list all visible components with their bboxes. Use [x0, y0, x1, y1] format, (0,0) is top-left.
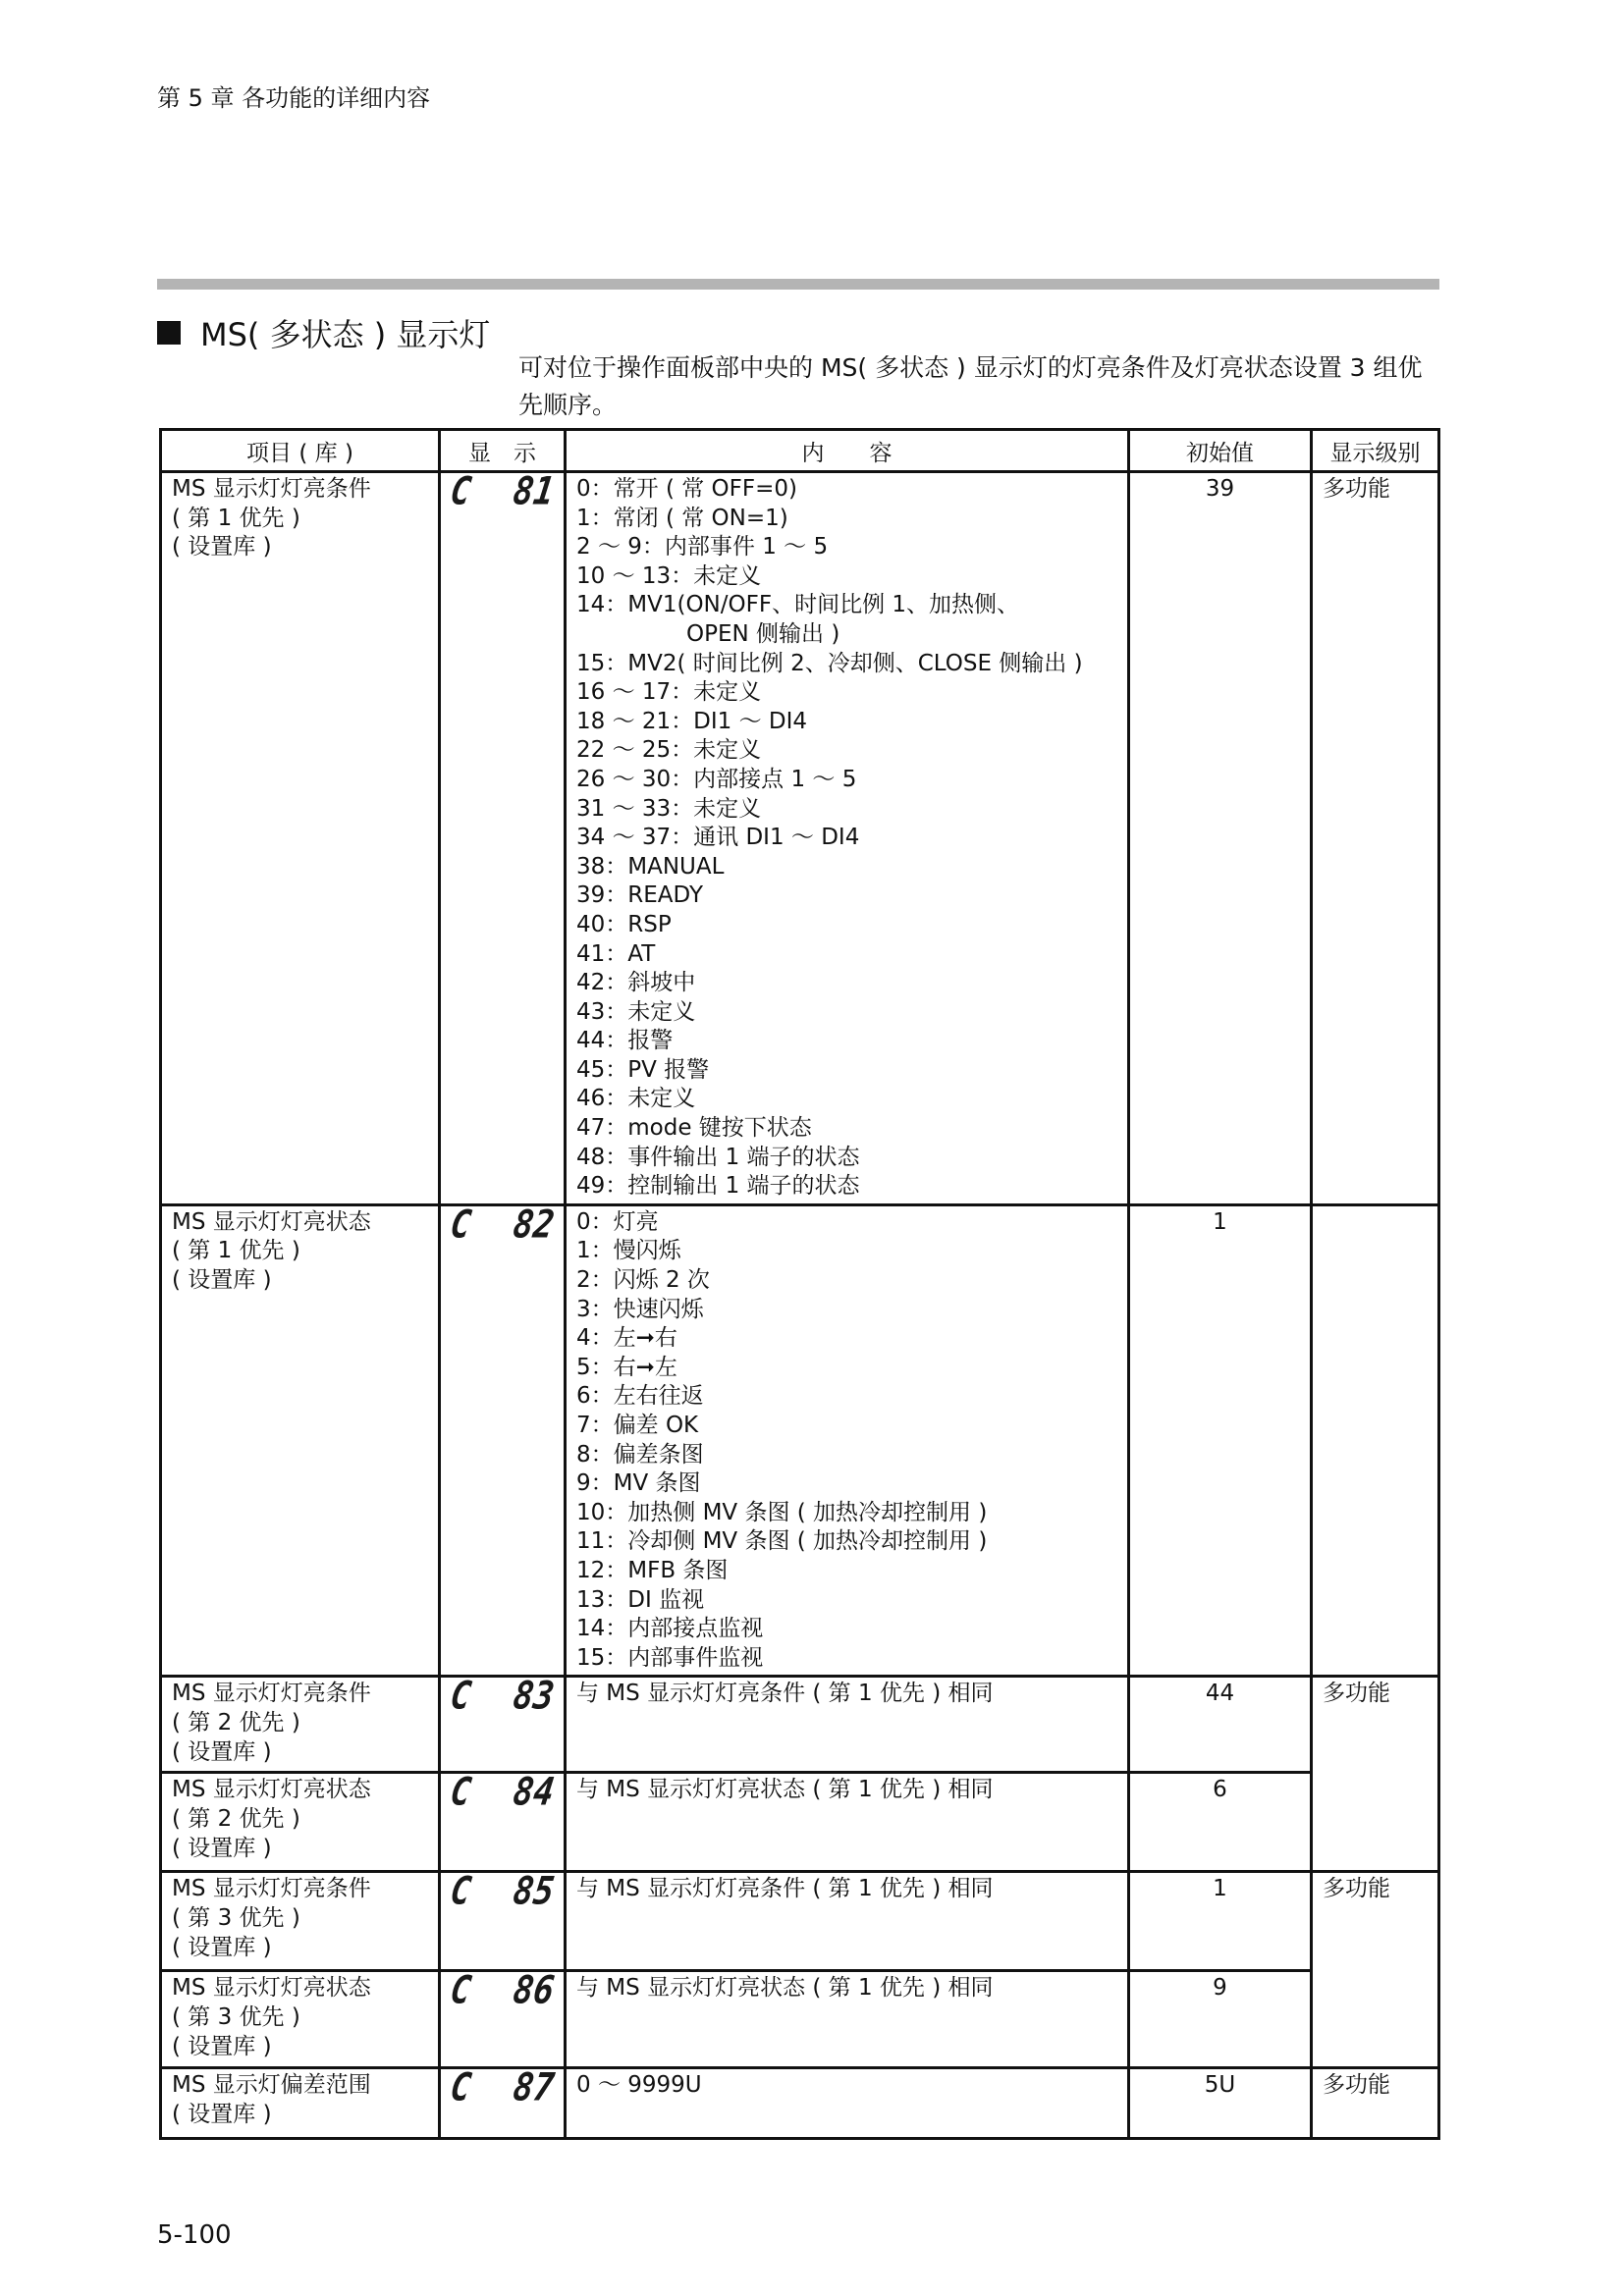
lcd-letter: C: [447, 1674, 474, 1720]
table-row: [161, 1677, 1439, 1773]
content-cell: [566, 1204, 1129, 1677]
content-line: 13：DI 监视: [576, 1586, 705, 1613]
lcd-digits: 83: [510, 1674, 558, 1720]
display-level: [1312, 1204, 1439, 1677]
lcd-code: [447, 469, 558, 514]
page-number: 5-100: [157, 2220, 232, 2250]
item-priority: ( 第 2 优先 ): [172, 1805, 300, 1832]
item-cell: [161, 1773, 440, 1872]
lcd-digits: 87: [510, 2065, 558, 2111]
content-cell: [566, 1773, 1129, 1872]
display-cell: [440, 2065, 566, 2139]
content-line: 10 ～ 13：未定义: [576, 562, 762, 589]
content-line: 0：常开 ( 常 OFF=0): [576, 476, 797, 502]
lcd-digits: 81: [510, 469, 558, 514]
initial-value: 39: [1129, 472, 1312, 1205]
item-cell: [161, 1677, 440, 1773]
content-line: 1：慢闪烁: [576, 1238, 681, 1264]
table-row: [161, 472, 1439, 1205]
display-level: 多功能: [1312, 1872, 1439, 2068]
display-cell: [440, 469, 566, 1205]
content-cell: [566, 1677, 1129, 1773]
initial-value: 1: [1129, 1872, 1312, 1971]
item-cell: [161, 1872, 440, 1971]
content-cell: [566, 2068, 1129, 2139]
item-name: MS 显示灯灯亮条件: [172, 476, 371, 502]
item-name: MS 显示灯偏差范围: [172, 2072, 371, 2099]
content-line: 1：常闭 ( 常 ON=1): [576, 505, 788, 531]
item-priority: ( 第 3 优先 ): [172, 2003, 300, 2030]
content-line: 3：快速闪烁: [576, 1296, 704, 1322]
content-line: 4：左➞右: [576, 1325, 677, 1352]
lcd-digits: 84: [510, 1770, 558, 1816]
content-line: 18 ～ 21：DI1 ～ DI4: [576, 708, 808, 734]
content-cell: [566, 472, 1129, 1205]
content-line: 2：闪烁 2 次: [576, 1267, 710, 1294]
item-bank: ( 设置库 ): [172, 2101, 272, 2127]
content-cell: [566, 1872, 1129, 1971]
content-line: 40：RSP: [576, 911, 672, 937]
item-priority: ( 第 1 优先 ): [172, 1238, 300, 1264]
item-name: MS 显示灯灯亮条件: [172, 1876, 371, 1902]
display-level: 多功能: [1312, 472, 1439, 1205]
content-line: 31 ～ 33：未定义: [576, 795, 762, 822]
content-line: 与 MS 显示灯灯亮条件 ( 第 1 优先 ) 相同: [576, 1876, 994, 1902]
content-line: 9：MV 条图: [576, 1470, 701, 1497]
content-line: 7：偏差 OK: [576, 1413, 699, 1438]
lcd-code: [447, 1770, 558, 1816]
item-name: MS 显示灯灯亮条件: [172, 1681, 371, 1707]
content-line: 与 MS 显示灯灯亮状态 ( 第 1 优先 ) 相同: [576, 1975, 994, 2002]
item-cell: [161, 1971, 440, 2068]
content-line: 45：PV 报警: [576, 1056, 710, 1083]
lcd-code: [447, 1968, 558, 2014]
content-line: 43：未定义: [576, 998, 696, 1025]
content-line: 14：内部接点监视: [576, 1616, 764, 1642]
table-row: [161, 1971, 1439, 2068]
lcd-letter: C: [447, 2065, 474, 2111]
initial-value: 5U: [1129, 2068, 1312, 2139]
item-name: MS 显示灯灯亮状态: [172, 1208, 371, 1235]
item-name: MS 显示灯灯亮状态: [172, 1777, 371, 1803]
lcd-digits: 86: [510, 1968, 558, 2014]
item-priority: ( 第 3 优先 ): [172, 1904, 300, 1931]
content-line: 44：报警: [576, 1028, 674, 1054]
content-line: 34 ～ 37：通讯 DI1 ～ DI4: [576, 825, 860, 851]
display-cell: [440, 1869, 566, 1971]
display-cell: [440, 1201, 566, 1677]
item-priority: ( 第 2 优先 ): [172, 1709, 300, 1735]
content-line: 47：mode 键按下状态: [576, 1115, 812, 1142]
content-line: 5：右➞左: [576, 1354, 677, 1380]
content-line: 与 MS 显示灯灯亮状态 ( 第 1 优先 ) 相同: [576, 1777, 994, 1803]
content-line: 0：灯亮: [576, 1208, 659, 1235]
content-line: 49：控制输出 1 端子的状态: [576, 1173, 860, 1200]
item-cell: [161, 2068, 440, 2139]
col-header-item: 项目 ( 库 ): [161, 430, 440, 472]
item-bank: ( 设置库 ): [172, 1934, 272, 1960]
table-row: [161, 1204, 1439, 1677]
lcd-letter: C: [447, 469, 474, 514]
lcd-code: [447, 2065, 558, 2111]
initial-value: 44: [1129, 1677, 1312, 1773]
item-bank: ( 设置库 ): [172, 2033, 272, 2059]
display-cell: [440, 1674, 566, 1773]
content-line: 14：MV1(ON/OFF、时间比例 1、加热侧、: [576, 592, 1020, 618]
item-cell: [161, 1204, 440, 1677]
col-header-content: 内 容: [566, 430, 1129, 472]
lcd-digits: 82: [510, 1201, 558, 1248]
content-line: 26 ～ 30：内部接点 1 ～ 5: [576, 766, 857, 792]
section-title: [157, 310, 490, 355]
lcd-digits: 85: [510, 1869, 558, 1915]
content-line: 12：MFB 条图: [576, 1557, 729, 1583]
content-line: 8：偏差条图: [576, 1441, 704, 1468]
initial-value: 9: [1129, 1971, 1312, 2068]
content-line: 11：冷却侧 MV 条图 ( 加热冷却控制用 ): [576, 1528, 988, 1555]
item-bank: ( 设置库 ): [172, 1835, 272, 1861]
content-line: 38：MANUAL: [576, 853, 725, 880]
lcd-letter: C: [447, 1770, 474, 1816]
display-level: 多功能: [1312, 1677, 1439, 1872]
item-bank: ( 设置库 ): [172, 534, 272, 561]
content-line: 与 MS 显示灯灯亮条件 ( 第 1 优先 ) 相同: [576, 1681, 994, 1707]
display-cell: [440, 1770, 566, 1872]
content-line: 15：内部事件监视: [576, 1644, 764, 1671]
content-line: 6：左右往返: [576, 1383, 704, 1410]
content-line: 39：READY: [576, 882, 704, 909]
item-bank: ( 设置库 ): [172, 1738, 272, 1765]
display-cell: [440, 1968, 566, 2068]
content-line: 41：AT: [576, 940, 656, 967]
chapter-header: 第 5 章 各功能的详细内容: [157, 84, 431, 112]
content-line: 16 ～ 17：未定义: [576, 679, 762, 706]
initial-value: 1: [1129, 1204, 1312, 1677]
item-bank: ( 设置库 ): [172, 1267, 272, 1294]
display-level: 多功能: [1312, 2068, 1439, 2139]
section-divider: [157, 279, 1439, 290]
col-header-level: 显示级别: [1312, 430, 1439, 472]
lcd-letter: C: [447, 1968, 474, 2014]
content-line: 48：事件输出 1 端子的状态: [576, 1144, 860, 1170]
section-intro: 可对位于操作面板部中央的 MS( 多状态 ) 显示灯的灯亮条件及灯亮状态设置 3 组优先顺序。: [518, 353, 1423, 419]
content-line: 2 ～ 9：内部事件 1 ～ 5: [576, 534, 829, 561]
content-line: 46：未定义: [576, 1086, 696, 1112]
content-line: 42：斜坡中: [576, 970, 696, 996]
section-title-text: MS( 多状态 ) 显示灯: [200, 316, 491, 353]
content-line: 0 ～ 9999U: [576, 2072, 702, 2099]
table-row: [161, 1872, 1439, 1971]
content-line: OPEN 侧输出 ): [686, 620, 840, 647]
col-header-display: 显 示: [440, 430, 566, 472]
lcd-letter: C: [447, 1869, 474, 1915]
item-cell: [161, 472, 440, 1205]
square-bullet-icon: [157, 321, 181, 345]
lcd-letter: C: [447, 1201, 474, 1248]
table-header-row: [161, 430, 1439, 472]
content-line: 10：加热侧 MV 条图 ( 加热冷却控制用 ): [576, 1499, 988, 1525]
table-row: [161, 2068, 1439, 2139]
item-priority: ( 第 1 优先 ): [172, 505, 300, 531]
lcd-code: [447, 1674, 558, 1720]
lcd-code: [447, 1869, 558, 1915]
lcd-code: [447, 1201, 558, 1248]
item-name: MS 显示灯灯亮状态: [172, 1975, 371, 2002]
table-row: [161, 1773, 1439, 1872]
content-line: 22 ～ 25：未定义: [576, 737, 762, 764]
settings-table: [159, 428, 1440, 2140]
col-header-initial: 初始值: [1129, 430, 1312, 472]
content-cell: [566, 1971, 1129, 2068]
initial-value: 6: [1129, 1773, 1312, 1872]
content-line: 15：MV2( 时间比例 2、冷却侧、CLOSE 侧输出 ): [576, 650, 1083, 676]
